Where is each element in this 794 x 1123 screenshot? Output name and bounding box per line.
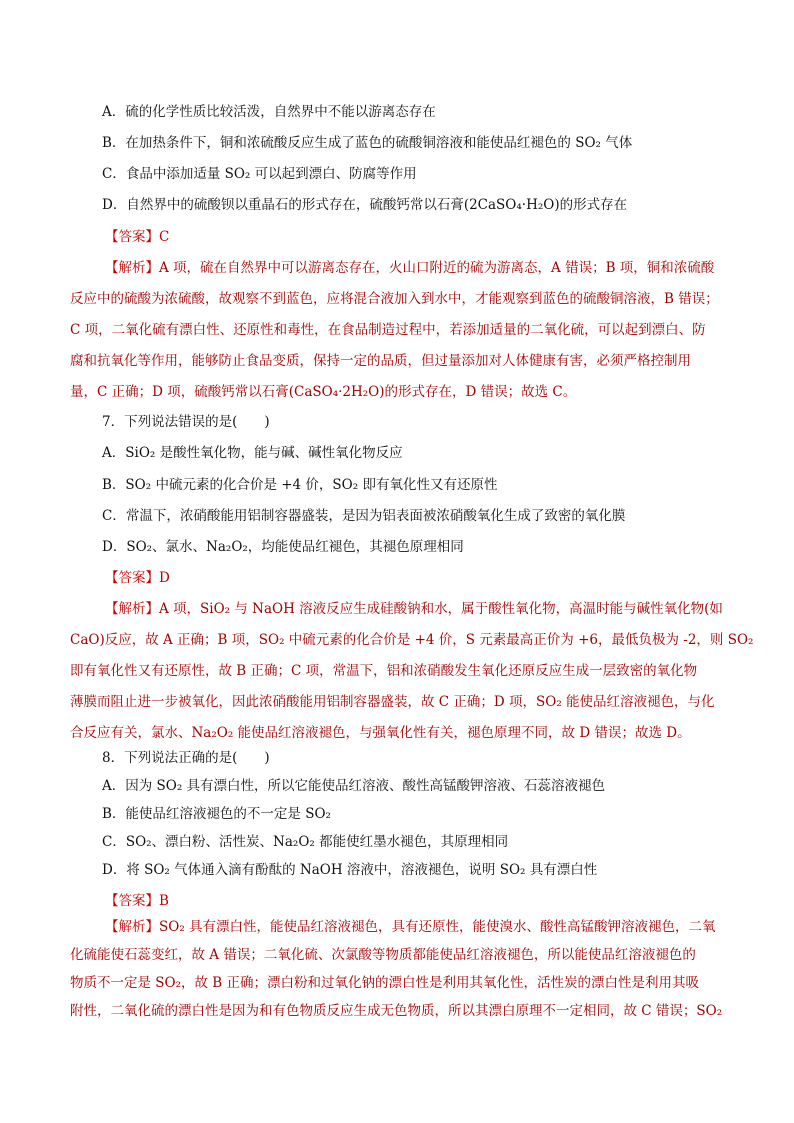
analysis-text: A 项，硫在自然界中可以游离态存在，火山口附近的硫为游离态，A 错误；B 项，铜和浓硫酸 [159,260,715,276]
q6-analysis-line [105,259,714,277]
q8-option-a: A．因为 SO₂ 具有漂白性，所以它能使品红溶液、酸性高锰酸钾溶液、石蕊溶液褪色 [102,778,606,794]
q6-analysis-line: 反应中的硫酸为浓硫酸，故观察不到蓝色，应将混合液加入到水中，才能观察到蓝色的硫酸铜溶液，B 错误； [70,291,719,307]
answer-value: B [159,893,169,909]
analysis-text: SO₂ 具有漂白性，能使品红溶液褪色，具有还原性，能使溴水、酸性高锰酸钾溶液褪色，二氧 [159,919,716,935]
q7-analysis-line: CaO)反应，故 A 正确；B 项，SO₂ 中硫元素的化合价是 +4 价，S 元素最高正价为 +6，最低负极为 -2，则 SO₂ [70,632,754,648]
q6-option-a: A．硫的化学性质比较活泼，自然界中不能以游离态存在 [102,104,436,120]
q6-option-b: B．在加热条件下，铜和浓硫酸反应生成了蓝色的硫酸铜溶液和能使品红褪色的 SO₂ 气体 [102,135,633,151]
q6-analysis-line: 量，C 正确；D 项，硫酸钙常以石膏(CaSO₄·2H₂O)的形式存在，D 错误；故选 C。 [70,384,577,400]
q7-option-b: B．SO₂ 中硫元素的化合价是 +4 价，SO₂ 即有氧化性又有还原性 [102,477,498,493]
q6-option-d: D．自然界中的硫酸钡以重晶石的形式存在，硫酸钙常以石膏(2CaSO₄·H₂O)的形式存在 [102,197,628,213]
q8-option-c: C．SO₂、漂白粉、活性炭、Na₂O₂ 都能使红墨水褪色，其原理相同 [102,834,509,850]
q8-option-b: B．能使品红溶液褪色的不一定是 SO₂ [102,806,331,822]
q8-analysis-line: 物质不一定是 SO₂，故 B 正确；漂白粉和过氧化钠的漂白性是利用其氧化性，活性炭的漂白性是利用其吸 [70,975,700,991]
q8-answer [105,892,169,910]
q7-answer [105,569,170,587]
answer-value: C [159,229,170,245]
q7-option-a: A．SiO₂ 是酸性氧化物，能与碱、碱性氧化物反应 [102,445,403,461]
answer-value: D [159,570,170,586]
q7-option-d: D．SO₂、氯水、Na₂O₂，均能使品红褪色，其褪色原理相同 [102,539,464,555]
q8-option-d: D．将 SO₂ 气体通入滴有酚酞的 NaOH 溶液中，溶液褪色，说明 SO₂ 具有漂白性 [102,862,598,878]
q7-stem: 7．下列说法错误的是( ) [102,414,270,430]
answer-tag: 【答案】 [105,893,159,909]
q7-option-c: C．常温下，浓硝酸能用铝制容器盛装，是因为铝表面被浓硝酸氧化生成了致密的氧化膜 [102,508,626,524]
q7-analysis-line: 即有氧化性又有还原性，故 B 正确；C 项，常温下，铝和浓硝酸发生氧化还原反应生成一层致密的氧化物 [70,663,698,679]
q6-analysis-line: C 项，二氧化硫有漂白性、还原性和毒性，在食品制造过程中，若添加适量的二氧化硫，可以起到漂白、防 [70,322,706,338]
q6-analysis-line: 腐和抗氧化等作用，能够防止食品变质，保持一定的品质，但过量添加对人体健康有害，必须严格控制用 [70,353,691,369]
q8-stem: 8．下列说法正确的是( ) [102,750,270,766]
q6-option-c: C．食品中添加适量 SO₂ 可以起到漂白、防腐等作用 [102,166,417,182]
analysis-text: A 项，SiO₂ 与 NaOH 溶液反应生成硅酸钠和水，属于酸性氧化物，高温时能与碱性氧化物(如 [159,601,723,617]
answer-tag: 【答案】 [105,229,159,245]
q7-analysis-line: 合反应有关，氯水、Na₂O₂ 能使品红溶液褪色，与强氧化性有关，褪色原理不同，故 D 错误；故选 D。 [70,725,691,741]
q7-analysis-line: 薄膜而阻止进一步被氧化，因此浓硝酸能用铝制容器盛装，故 C 正确；D 项，SO₂ 能使品红溶液褪色，与化 [70,694,715,710]
analysis-tag: 【解析】 [105,601,159,617]
answer-tag: 【答案】 [105,570,159,586]
q8-analysis-line [105,918,716,936]
analysis-tag: 【解析】 [105,919,159,935]
q6-answer [105,228,169,246]
q7-analysis-line [105,600,723,618]
q8-analysis-line: 附性，二氧化硫的漂白性是因为和有色物质反应生成无色物质，所以其漂白原理不一定相同，故 C 错误；SO₂ [70,1003,723,1019]
q8-analysis-line: 化硫能使石蕊变红，故 A 错误；二氧化硫、次氯酸等物质都能使品红溶液褪色，所以能使品红溶液褪色的 [70,947,696,963]
analysis-tag: 【解析】 [105,260,159,276]
